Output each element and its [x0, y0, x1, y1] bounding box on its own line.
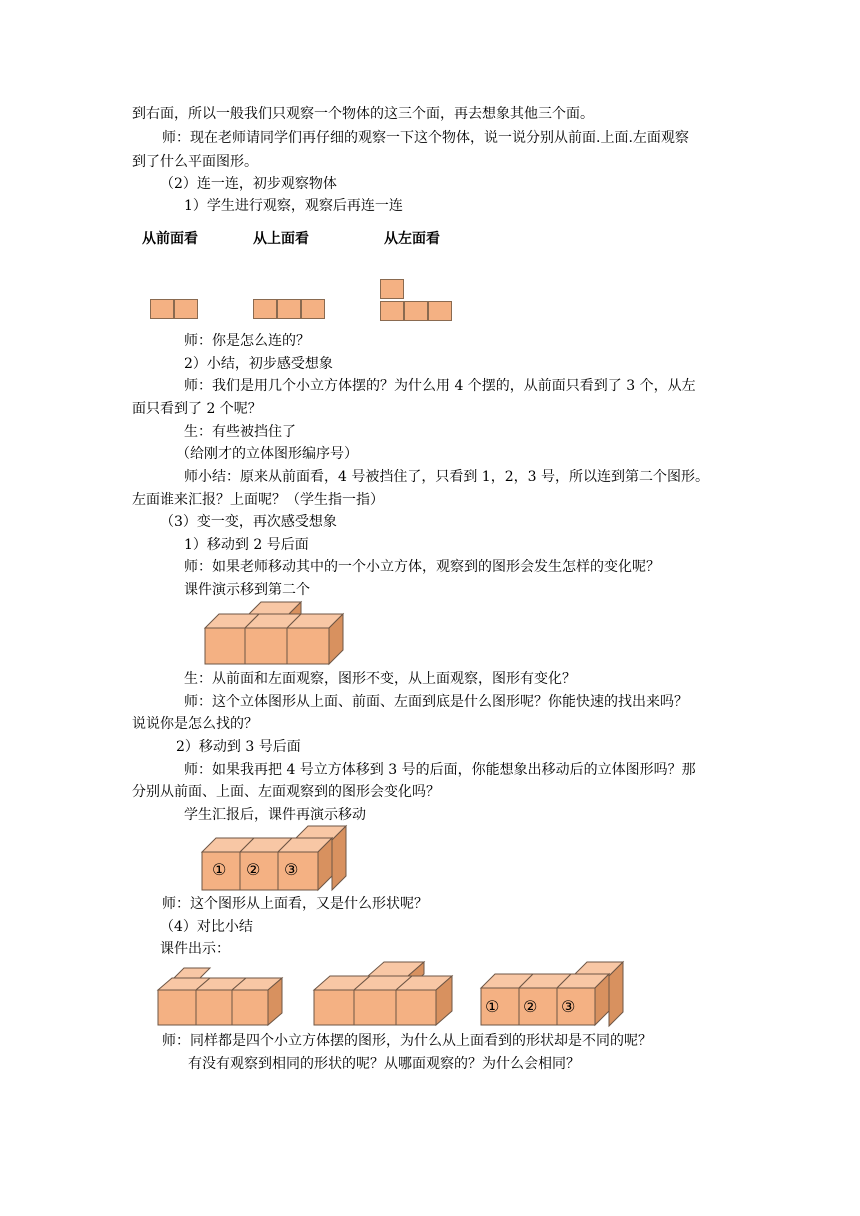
text-line: 到右面，所以一般我们只观察一个物体的这三个面，再去想象其他三个面。 [132, 106, 594, 122]
text-line: 说说你是怎么找的？ [132, 716, 258, 732]
section-heading: （4）对比小结 [160, 919, 253, 935]
view-label-top: 从上面看 [253, 231, 309, 247]
text-line: 1）学生进行观察，观察后再连一连 [184, 198, 403, 214]
text-line: 师：如果我再把 4 号立方体移到 3 号的后面，你能想象出移动后的立体图形吗？那 [184, 762, 696, 778]
cube-figure-move-behind-2 [205, 602, 345, 666]
text-line: 课件演示移到第二个 [184, 582, 310, 598]
text-line: 课件出示： [160, 941, 230, 957]
text-line: 师：这个图形从上面看，又是什么形状呢？ [162, 896, 428, 912]
cube-number: ② [523, 997, 538, 1016]
cube-figure-move-behind-3 [202, 826, 348, 892]
cube-number: ③ [284, 860, 299, 879]
text-line: 左面谁来汇报？上面呢？（学生指一指） [132, 492, 384, 508]
text-line: 分别从前面、上面、左面观察到的图形会变化吗？ [132, 784, 440, 800]
text-line: 学生汇报后，课件再演示移动 [184, 807, 366, 823]
section-heading: （2）连一连，初步观察物体 [160, 176, 337, 192]
view-label-left: 从左面看 [384, 231, 440, 247]
compare-figure-behind-3 [481, 962, 627, 1028]
view-label-front: 从前面看 [142, 231, 198, 247]
text-line: 师：这个立体图形从上面、前面、左面到底是什么图形呢？你能快速的找出来吗？ [184, 694, 688, 710]
text-line: （给刚才的立体图形编序号） [176, 446, 358, 462]
text-line: 到了什么平面图形。 [132, 154, 258, 170]
compare-figure-original [158, 966, 288, 1028]
cube-number: ① [212, 860, 227, 879]
cube-number: ① [485, 997, 500, 1016]
text-line: 面只看到了 2 个呢？ [132, 401, 262, 417]
text-line: 师：如果老师移动其中的一个小立方体，观察到的图形会发生怎样的变化呢？ [184, 559, 660, 575]
text-line: 1）移动到 2 号后面 [184, 537, 309, 553]
text-line: 师：现在老师请同学们再仔细的观察一下这个物体，说一说分别从前面.上面.左面观察 [162, 130, 689, 146]
compare-figure-behind-2 [314, 962, 456, 1028]
text-line: 2）小结，初步感受想象 [184, 356, 333, 372]
cube-number: ③ [561, 997, 576, 1016]
text-line: 2）移动到 3 号后面 [176, 739, 301, 755]
text-line: 师：同样都是四个小立方体摆的图形，为什么从上面看到的形状却是不同的呢？ [162, 1033, 652, 1049]
text-line: 师小结：原来从前面看，4 号被挡住了，只看到 1，2，3 号，所以连到第二个图形。 [184, 469, 709, 485]
cube-number: ② [246, 860, 261, 879]
text-line: 师：你是怎么连的？ [184, 333, 310, 349]
section-heading: （3）变一变，再次感受想象 [160, 514, 337, 530]
text-line: 师：我们是用几个小立方体摆的？为什么用 4 个摆的，从前面只看到了 3 个，从左 [184, 378, 696, 394]
text-line: 有没有观察到相同的形状的呢？从哪面观察的？为什么会相同？ [188, 1056, 580, 1072]
text-line: 生：有些被挡住了 [184, 424, 296, 440]
text-line: 生：从前面和左面观察，图形不变，从上面观察，图形有变化？ [184, 671, 576, 687]
